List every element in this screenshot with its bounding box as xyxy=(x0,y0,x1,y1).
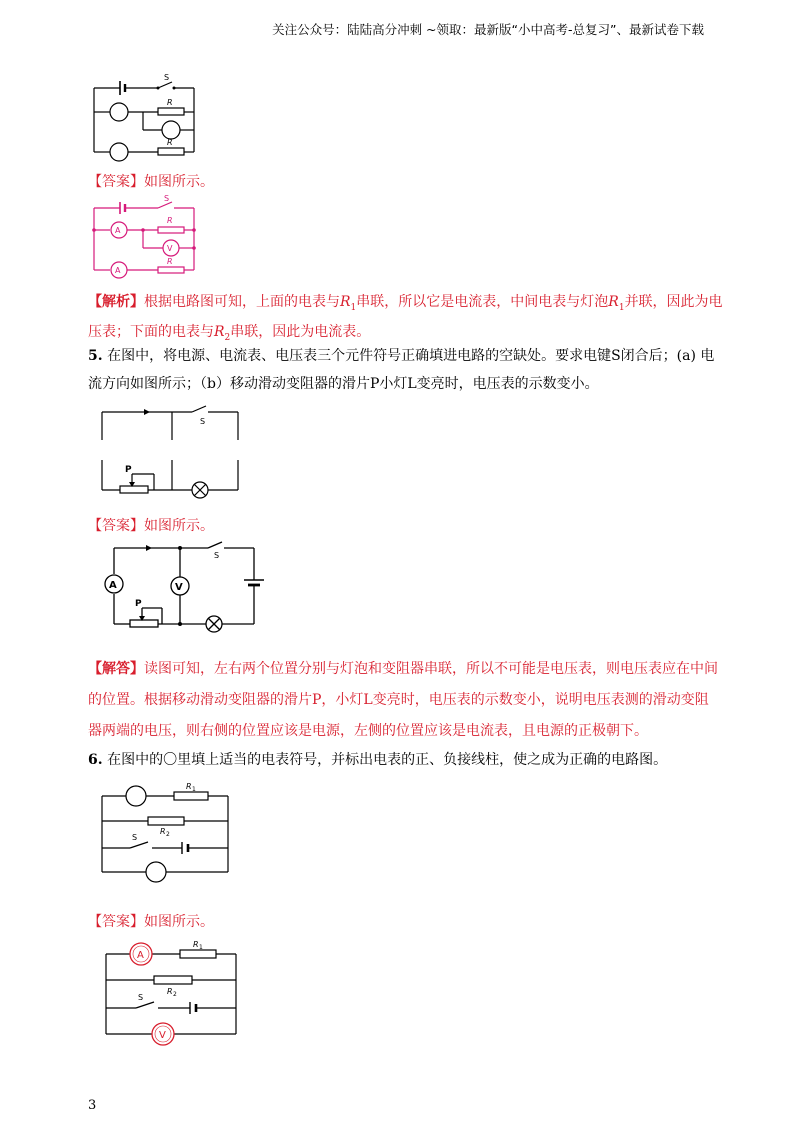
r2-subscript: 2 xyxy=(166,831,170,838)
voltmeter-label: V xyxy=(167,244,173,253)
q4-answer-circuit xyxy=(88,192,208,282)
question-number: 5. xyxy=(88,348,103,364)
ammeter-label-bottom: A xyxy=(115,266,121,275)
q6-question xyxy=(88,750,667,770)
voltmeter-label: V xyxy=(175,582,183,593)
r1-subscript: 1 xyxy=(199,944,203,951)
switch-label: S xyxy=(200,417,206,426)
analysis-text: 并联，因此为电 xyxy=(624,294,723,310)
r1-subscript: 1 xyxy=(192,786,196,793)
ammeter-label: A xyxy=(109,580,117,591)
r2-label: R xyxy=(167,987,173,996)
r2-label: R xyxy=(160,827,166,836)
answer-tag: 【答案】 xyxy=(88,174,144,190)
ammeter-label: A xyxy=(137,950,144,961)
r2-label: R xyxy=(167,257,173,266)
question-text: 流方向如图所示；（b）移动滑动变阻器的滑片P小灯L变亮时，电压表的示数变小。 xyxy=(88,376,599,392)
answer-text: 如图所示。 xyxy=(144,518,214,534)
ammeter-label-top: A xyxy=(115,226,121,235)
switch-label: S xyxy=(164,194,170,203)
analysis-text: 串联，因此为电流表。 xyxy=(230,323,371,340)
q5-question xyxy=(88,342,715,398)
answer-tag: 【答案】 xyxy=(88,518,144,534)
r1-label-bottom: R xyxy=(167,138,173,147)
q4-analysis xyxy=(88,290,723,350)
analysis-tag: 【解析】 xyxy=(88,294,144,310)
question-text: 在图中，将电源、电流表、电压表三个元件符号正确填进电路的空缺处。要求电键S闭合后；(a) 电 xyxy=(107,348,715,364)
r1-label: R xyxy=(167,216,173,225)
r2-symbol: R xyxy=(214,323,225,340)
analysis-text: 器两端的电压，则右侧的位置应该是电源，左侧的位置应该是电流表，且电源的正极朝下。 xyxy=(88,723,648,739)
r1-subscript: 1 xyxy=(350,302,357,313)
r2-subscript: 2 xyxy=(173,991,177,998)
q5-analysis xyxy=(88,654,718,747)
question-number: 6. xyxy=(88,752,103,768)
switch-label: S xyxy=(138,993,144,1002)
page-number: 3 xyxy=(88,1098,97,1113)
slider-label: P xyxy=(135,599,142,609)
r1-subscript: 1 xyxy=(618,302,625,313)
voltmeter-label: V xyxy=(159,1030,166,1041)
analysis-text: 压表；下面的电表与 xyxy=(88,323,214,340)
analysis-text: 的位置。根据移动滑动变阻器的滑片P，小灯L变亮时，电压表的示数变小，说明电压表测的滑动变阻 xyxy=(88,692,709,708)
q6-answer xyxy=(88,912,214,932)
answer-tag: 【答案】 xyxy=(88,914,144,930)
q5-answer xyxy=(88,516,214,536)
q5-answer-circuit xyxy=(96,540,276,635)
analysis-text: 读图可知，左右两个位置分别与灯泡和变阻器串联，所以不可能是电压表，则电压表应在中间 xyxy=(144,661,718,677)
analysis-text: 根据电路图可知，上面的电表与 xyxy=(144,294,340,310)
r1-label: R xyxy=(186,782,192,791)
question-text: 在图中的〇里填上适当的电表符号，并标出电表的正、负接线柱，使之成为正确的电路图。 xyxy=(107,752,668,768)
page-header: 关注公众号：陆陆高分冲刺 ~领取：最新版“小中高考-总复习”、最新试卷下载 xyxy=(272,22,704,37)
answer-text: 如图所示。 xyxy=(144,914,214,930)
q5-question-circuit xyxy=(92,402,252,497)
slider-label: P xyxy=(125,465,132,475)
answer-text: 如图所示。 xyxy=(144,174,214,190)
q6-question-circuit xyxy=(96,784,236,884)
r2-subscript: 2 xyxy=(224,332,231,343)
r1-symbol: R xyxy=(340,294,351,310)
q4-answer xyxy=(88,172,214,192)
analysis-tag: 【解答】 xyxy=(88,661,144,677)
switch-label: S xyxy=(164,73,170,82)
r1-label: R xyxy=(193,940,199,949)
analysis-text: 串联，所以它是电流表，中间电表与灯泡 xyxy=(356,294,609,310)
switch-label: S xyxy=(132,833,138,842)
r1-symbol: R xyxy=(608,294,619,310)
switch-label: S xyxy=(214,551,220,560)
q4-question-circuit xyxy=(88,70,208,165)
r1-label: R xyxy=(167,98,173,107)
q6-answer-circuit xyxy=(100,942,245,1052)
